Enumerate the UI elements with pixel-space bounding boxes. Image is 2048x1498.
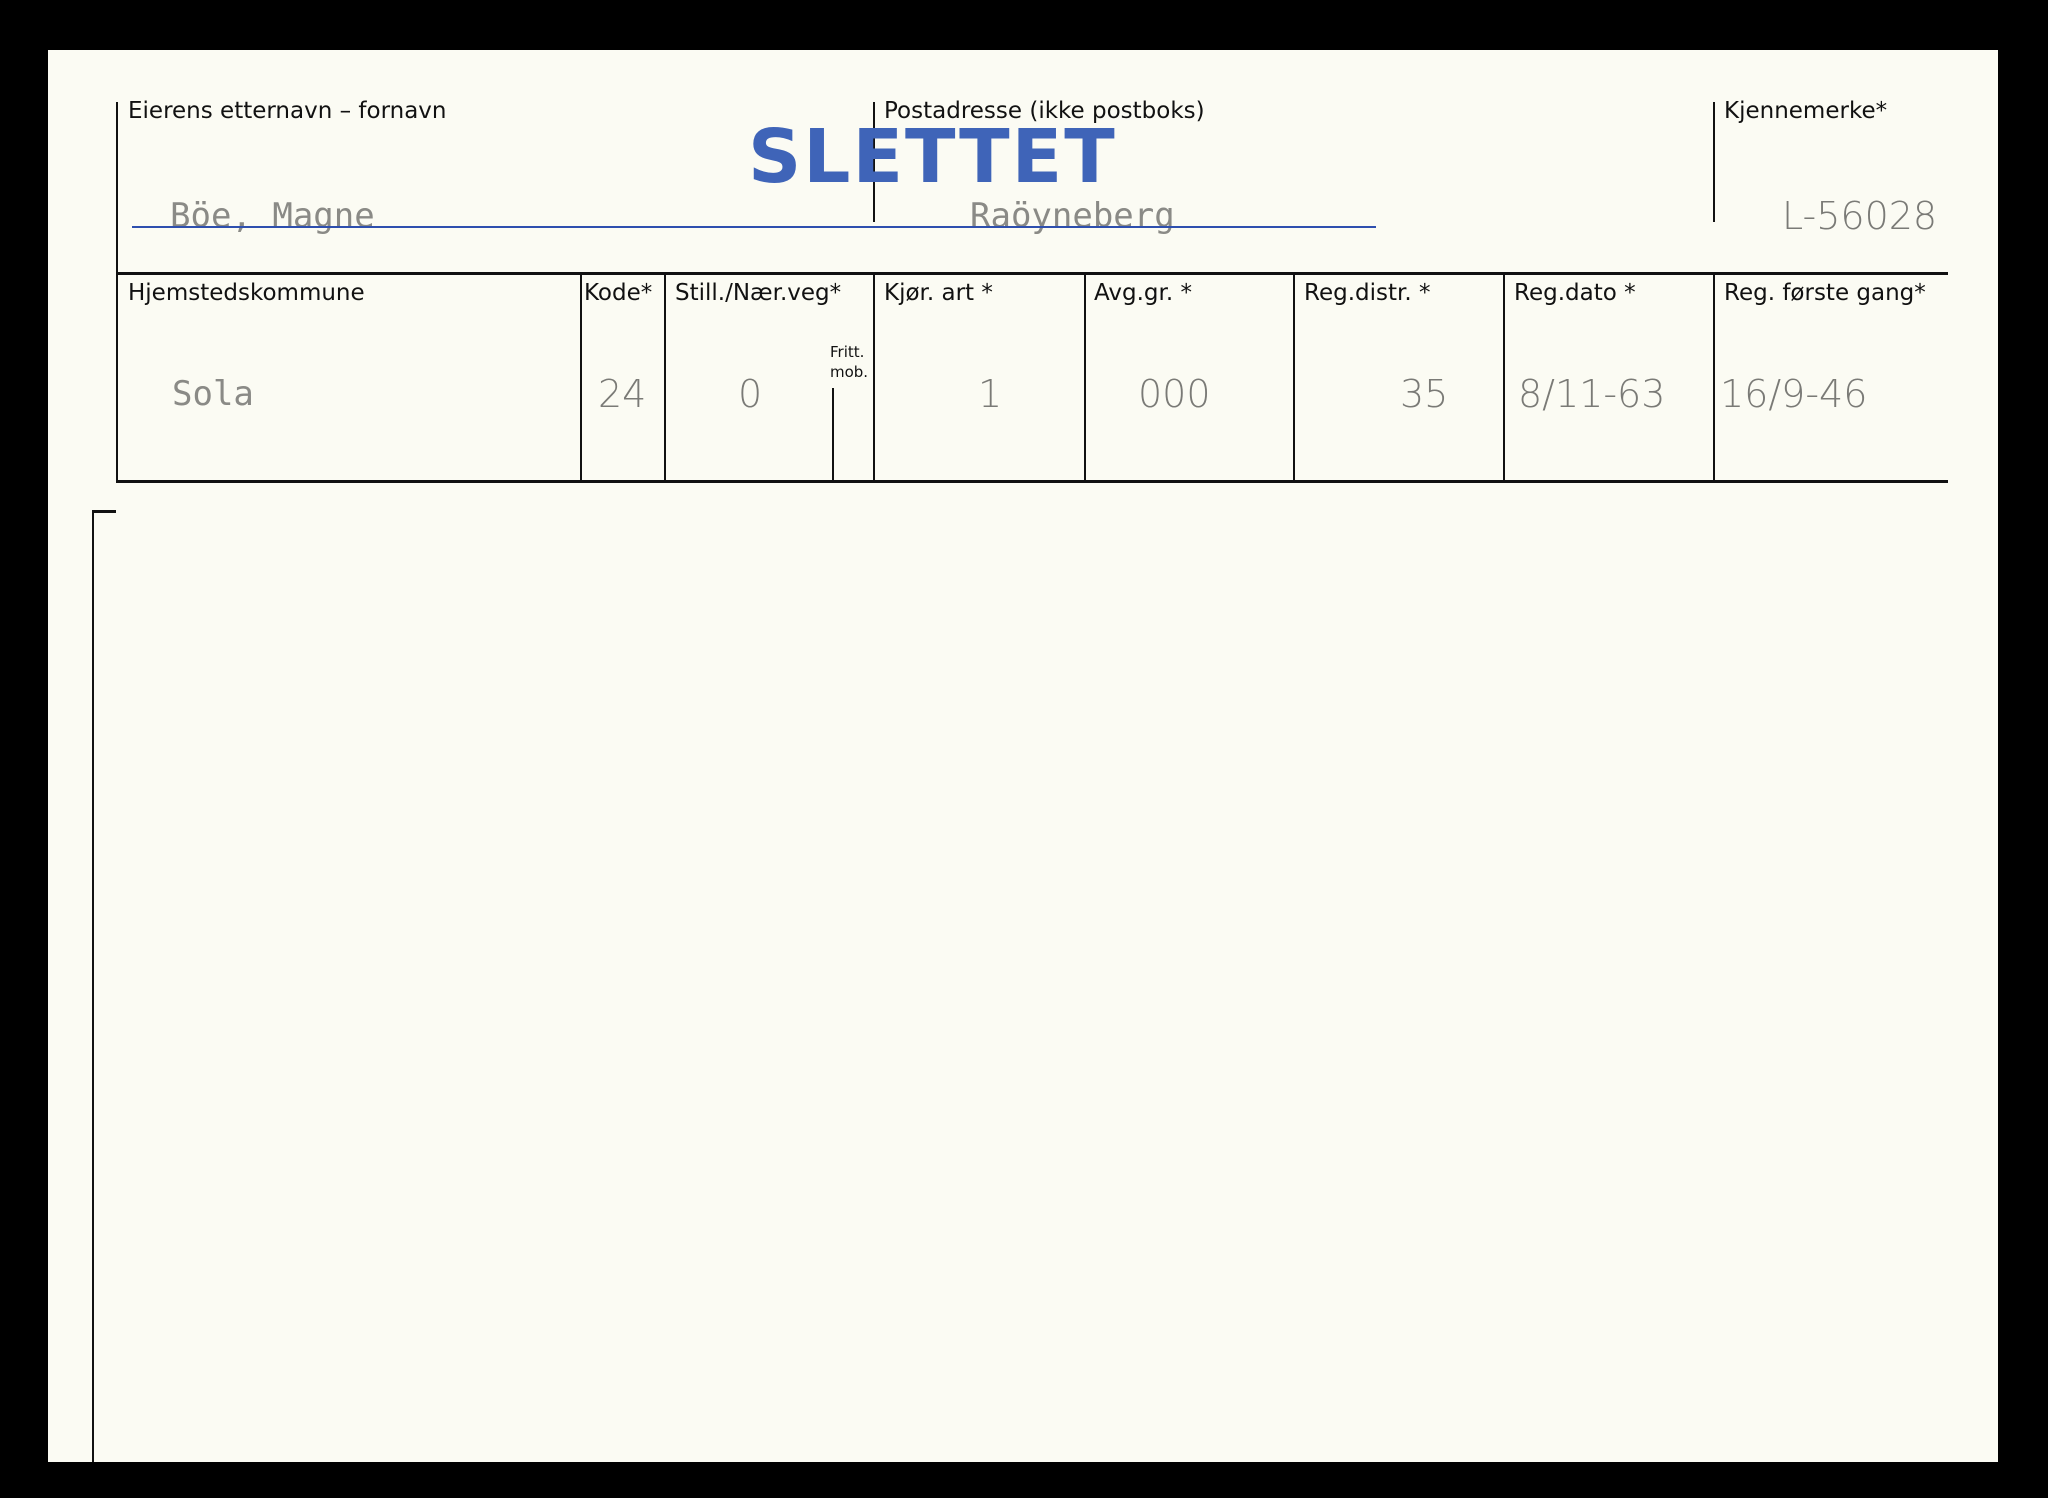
kode-value: 24 [598,372,647,416]
avg-gr-value: 000 [1138,372,1211,416]
owner-name-value: Böe, Magne [170,196,375,236]
reg-dato-label: Reg.dato * [1514,280,1636,306]
kode-label: Kode* [584,280,653,306]
municipality-value: Sola [172,374,254,414]
deleted-stamp: SLETTET [748,114,1117,200]
plate-value: L-56028 [1782,194,1938,238]
still-value: 0 [738,372,763,416]
reg-forste-label: Reg. første gang* [1724,280,1926,306]
mob-label: mob. [830,363,869,381]
owner-address-value: Raöyneberg [970,196,1175,236]
fritt-mob-box [832,388,874,480]
municipality-label: Hjemstedskommune [128,280,365,306]
owner-name-label: Eierens etternavn – fornavn [128,98,447,124]
still-label: Still./Nær.veg* [675,280,842,306]
reg-distr-value: 35 [1400,372,1449,416]
reg-distr-label: Reg.distr. * [1304,280,1431,306]
strikethrough-line [132,226,1376,228]
kjor-art-label: Kjør. art * [884,280,993,306]
kjor-art-value: 1 [978,372,1003,416]
fritt-label: Fritt. [830,343,865,361]
reg-forste-value: 16/9-46 [1720,372,1868,416]
plate-label: Kjennemerke* [1724,98,1888,124]
avg-gr-label: Avg.gr. * [1094,280,1192,306]
registration-card [48,50,1998,1462]
owner-address-label: Postadresse (ikke postboks) [884,98,1205,124]
reg-dato-value: 8/11-63 [1518,372,1666,416]
